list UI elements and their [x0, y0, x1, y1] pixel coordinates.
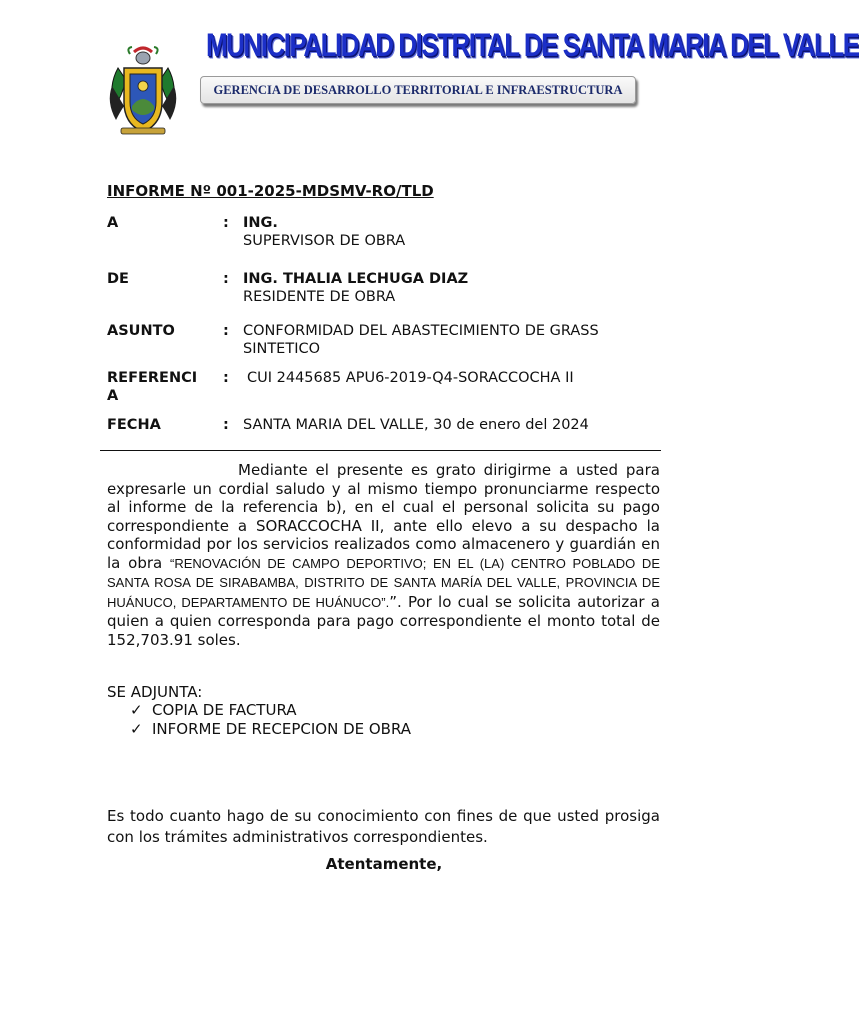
- body-paragraph: [107, 461, 660, 649]
- field-a-role: SUPERVISOR DE OBRA: [243, 233, 406, 249]
- field-de-value: [243, 270, 663, 306]
- field-de-role: RESIDENTE DE OBRA: [243, 289, 396, 305]
- field-a-value: [243, 214, 663, 250]
- field-referencia-value: CUI 2445685 APU6-2019-Q4-SORACCOCHA II: [247, 370, 574, 386]
- field-a-label: A: [107, 215, 119, 231]
- field-referencia-colon: :: [223, 370, 229, 386]
- body-text-part2: ”. Por lo cual se solicita autorizar a quien a quien corresponda para pago correspondiente el monto total de 152,703.91 soles.: [107, 592, 660, 649]
- signoff: Atentamente,: [325, 855, 443, 873]
- field-de-name: ING. THALIA LECHUGA DIAZ: [243, 271, 469, 287]
- attachment-item: [130, 701, 297, 720]
- field-asunto-value: CONFORMIDAD DEL ABASTECIMIENTO DE GRASS SINTETICO: [243, 323, 599, 357]
- checkmark-icon: ✓: [130, 701, 143, 719]
- field-fecha-colon: :: [223, 417, 229, 433]
- field-asunto-label: ASUNTO: [107, 323, 175, 339]
- report-title: INFORME Nº 001-2025-MDSMV-RO/TLD: [107, 182, 434, 200]
- field-de-colon: :: [223, 271, 229, 287]
- municipal-coat-of-arms: [104, 46, 182, 136]
- attachments-label: SE ADJUNTA:: [107, 683, 203, 701]
- department-name: GERENCIA DE DESARROLLO TERRITORIAL E INFRAESTRUCTURA: [213, 83, 623, 97]
- field-fecha-value: SANTA MARIA DEL VALLE, 30 de enero del 2024: [243, 417, 589, 433]
- body-text-part1: Mediante el presente es grato dirigirme a usted para expresarle un cordial saludo y al mismo tiempo pronunciarme respecto al informe de la referencia b), en el cual el personal solicita su pago correspondiente a SORACCOCHA II, ante ello elevo a su despacho la conformidad por los servicios realizados como almacenero y guardián en la obra: [107, 461, 660, 572]
- field-de-label: DE: [107, 271, 129, 287]
- closing-paragraph: Es todo cuanto hago de su conocimiento con fines de que usted prosiga con los trámites administrativos correspondientes.: [107, 807, 660, 846]
- project-name-quote: “RENOVACIÓN DE CAMPO DEPORTIVO; EN EL (LA) CENTRO POBLADO DE SANTA ROSA DE SIRABAMBA, DISTRITO DE SANTA MARÍA DEL VALLE, PROVINCIA DE HUÁNUCO, DEPARTAMENTO DE HUÁNUCO”.: [107, 555, 660, 610]
- field-a-colon: :: [223, 215, 229, 231]
- attachment-item-label: COPIA DE FACTURA: [152, 701, 297, 719]
- field-referencia-label: REFERENCIA: [107, 370, 198, 404]
- department-banner: [200, 76, 636, 104]
- checkmark-icon: ✓: [130, 720, 143, 738]
- field-asunto-colon: :: [223, 323, 229, 339]
- municipality-title: MUNICIPALIDAD DISTRITAL DE SANTA MARIA DEL VALLE: [206, 26, 859, 64]
- attachment-item-label: INFORME DE RECEPCION DE OBRA: [152, 720, 412, 738]
- field-fecha-label: FECHA: [107, 417, 161, 433]
- field-a-name: ING.: [243, 215, 278, 231]
- attachment-item: [130, 720, 411, 739]
- header-divider: [100, 450, 661, 451]
